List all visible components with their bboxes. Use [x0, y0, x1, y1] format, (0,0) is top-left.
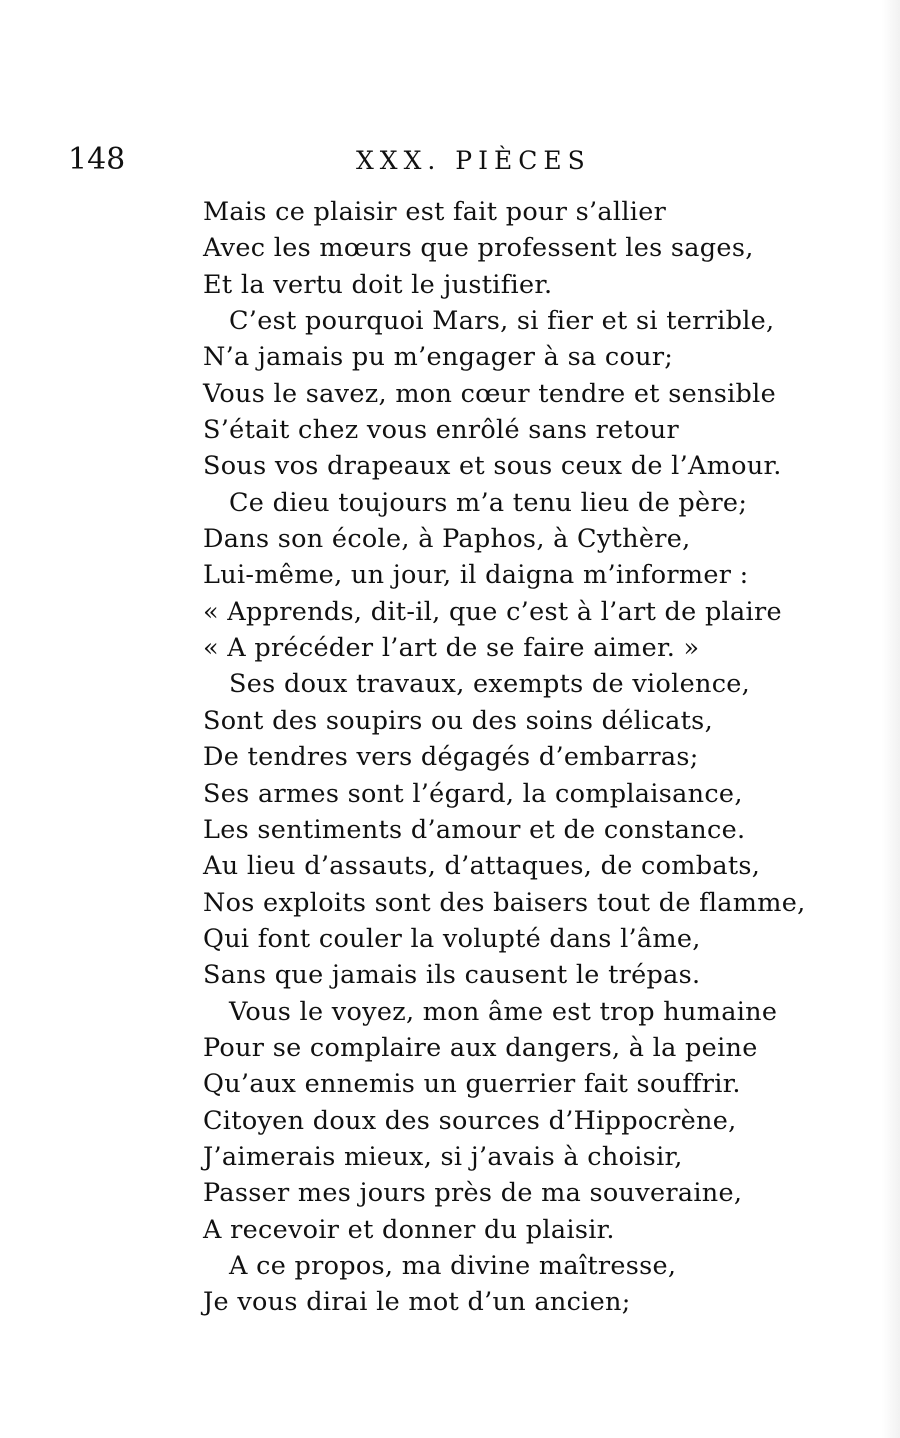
verse-line: N’a jamais pu m’engager à sa cour;: [203, 342, 674, 373]
verse-line: « A précéder l’art de se faire aimer. »: [203, 633, 700, 664]
verse-line: Qu’aux ennemis un guerrier fait souffrir.: [203, 1069, 741, 1100]
verse-line: A ce propos, ma divine maîtresse,: [229, 1250, 677, 1281]
verse-line: A recevoir et donner du plaisir.: [203, 1214, 615, 1245]
verse-line: Dans son école, à Paphos, à Cythère,: [203, 524, 691, 555]
poem-text: [203, 194, 806, 1321]
verse-line: Vous le voyez, mon âme est trop humaine: [229, 996, 778, 1027]
verse-line: Et la vertu doit le justifier.: [203, 269, 553, 300]
verse-line: Ses armes sont l’égard, la complaisance,: [203, 778, 743, 809]
page-edge-shadow: [882, 0, 900, 1438]
verse-line: Citoyen doux des sources d’Hippocrène,: [203, 1105, 737, 1136]
verse-line: Sous vos drapeaux et sous ceux de l’Amour.: [203, 451, 782, 482]
verse-line: Sont des soupirs ou des soins délicats,: [203, 705, 713, 736]
verse-line: Passer mes jours près de ma souveraine,: [203, 1178, 743, 1209]
verse-line: Les sentiments d’amour et de constance.: [203, 814, 746, 845]
verse-line: Je vous dirai le mot d’un ancien;: [203, 1287, 631, 1318]
verse-line: Ses doux travaux, exempts de violence,: [229, 669, 751, 700]
verse-line: Qui font couler la volupté dans l’âme,: [203, 923, 701, 954]
verse-line: « Apprends, dit-il, que c’est à l’art de plaire: [203, 596, 782, 627]
verse-line: Lui-même, un jour, il daigna m’informer :: [203, 560, 749, 591]
verse-line: Ce dieu toujours m’a tenu lieu de père;: [229, 487, 748, 518]
verse-line: Vous le savez, mon cœur tendre et sensible: [203, 378, 777, 409]
running-head: XXX. PIÈCES: [356, 146, 591, 175]
verse-line: S’était chez vous enrôlé sans retour: [203, 415, 679, 446]
verse-line: J’aimerais mieux, si j’avais à choisir,: [203, 1141, 683, 1172]
verse-line: Avec les mœurs que professent les sages,: [203, 233, 754, 264]
verse-line: Mais ce plaisir est fait pour s’allier: [203, 197, 667, 227]
page-number: 148: [68, 142, 126, 177]
verse-line: Sans que jamais ils causent le trépas.: [203, 960, 701, 991]
verse-line: Pour se complaire aux dangers, à la peine: [203, 1032, 758, 1063]
verse-line: Au lieu d’assauts, d’attaques, de combats,: [203, 851, 761, 882]
verse-line: De tendres vers dégagés d’embarras;: [203, 742, 699, 773]
verse-line: C’est pourquoi Mars, si fier et si terrible,: [229, 306, 775, 337]
verse-line: Nos exploits sont des baisers tout de flamme,: [203, 887, 806, 918]
